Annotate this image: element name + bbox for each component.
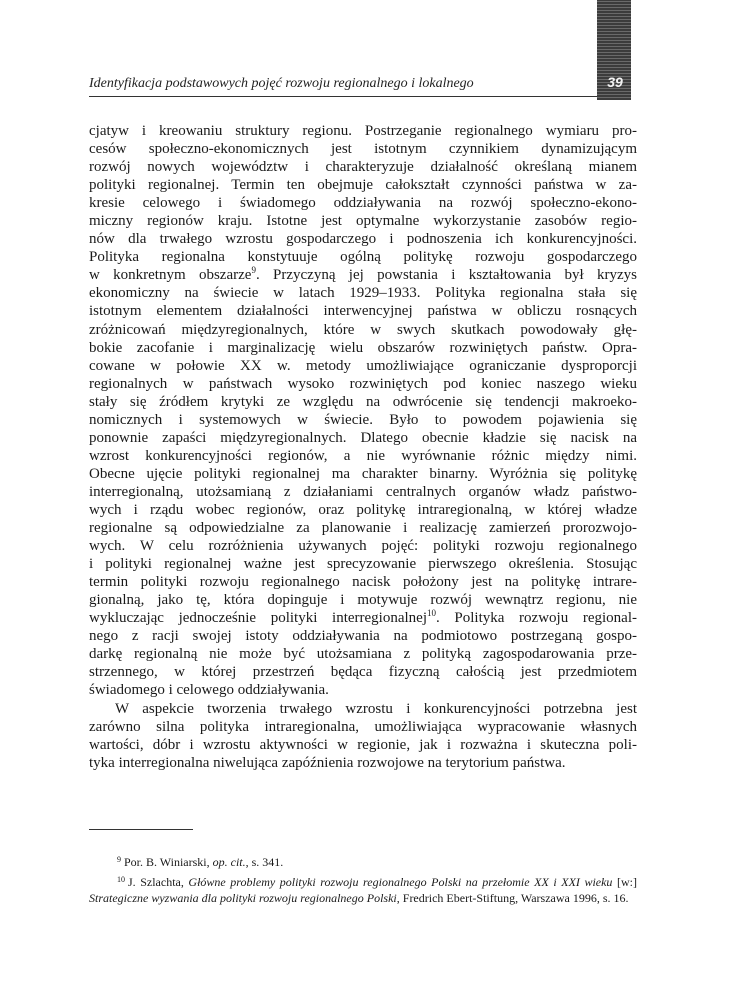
text-line: zróżnicowań międzyregionalnych, które w swych skutkach powodowały głę- bbox=[89, 321, 637, 338]
text-line: wych. W celu rozróżnienia używanych pojęć: polityki rozwoju regionalnego bbox=[89, 538, 637, 555]
footnote-book-title: Strategiczne wyzwania dla polityki rozwoju regionalnego Polski bbox=[89, 891, 397, 905]
text-line: darkę regionalną nie może być utożsamiana z polityką zagospodarowania prze- bbox=[89, 646, 637, 663]
footnote-mark: 9 bbox=[117, 855, 121, 864]
text-line: regionalne są odpowiedzialne za planowanie i realizację zamierzeń prorozwojo- bbox=[89, 520, 637, 537]
text-line: ekonomiczny na świecie w latach 1929–1933. Polityka regionalna stała się bbox=[89, 285, 637, 302]
footnote-10 bbox=[89, 872, 637, 907]
text-line bbox=[89, 266, 637, 284]
running-header: Identyfikacja podstawowych pojęć rozwoju regionalnego i lokalnego bbox=[89, 76, 474, 91]
text-line: istotnym elementem działalności interwencyjnej państwa w obliczu rosnących bbox=[89, 303, 637, 320]
text-line: Polityka regionalna konstytuuje ogólną politykę rozwoju gospodarczego bbox=[89, 249, 637, 266]
text-line: wzrost konkurencyjności regionów, a nie wyrównanie różnic między nimi. bbox=[89, 447, 637, 464]
text-line: cjatyw i kreowaniu struktury regionu. Postrzeganie regionalnego wymiaru pro- bbox=[89, 123, 637, 139]
text-line: cowane w połowie XX w. metody umożliwiające ograniczanie dysproporcji bbox=[89, 357, 637, 374]
text-line: wych i rządu wobec regionów, oraz politykę intraregionalną, w której władze bbox=[89, 501, 637, 518]
text-line: nego z racji swojej istoty oddziaływania na podmiotowo postrzeganą gospo- bbox=[89, 628, 637, 645]
text-line: rozwój nowych województw i charakteryzuje działalność określaną mianem bbox=[89, 159, 637, 176]
footnote-title: Główne problemy polityki rozwoju regionalnego Polski na przełomie XX i XXI wieku bbox=[188, 874, 613, 889]
text-line: wartości, dóbr i wzrostu aktywności w regionie, jak i rozważna i skuteczna poli- bbox=[89, 736, 637, 753]
text-line: cesów społeczno-ekonomicznych jest istotnym czynnikiem dynamizującym bbox=[89, 141, 637, 158]
text-line: W aspekcie tworzenia trwałego wzrostu i konkurencyjności potrzebna jest bbox=[115, 700, 637, 717]
main-text bbox=[89, 122, 637, 772]
text-line: Obecne ujęcie polityki regionalnej ma charakter binarny. Wyróżnia się politykę bbox=[89, 465, 637, 482]
footnote-ref-9[interactable]: 9 bbox=[251, 265, 256, 276]
footnote-9 bbox=[89, 852, 637, 871]
text-line: nów dla trwałego wzrostu gospodarczego i podnoszenia ich konkurencyjności. bbox=[89, 231, 637, 248]
text-line bbox=[89, 609, 637, 627]
footnote-text: , s. 341. bbox=[245, 855, 284, 869]
footnote-ref-10[interactable]: 10 bbox=[427, 608, 436, 619]
footnote-text: Por. B. Winiarski, bbox=[124, 855, 213, 869]
text-line: termin polityki rozwoju regionalnego nacisk położony jest na politykę intrare- bbox=[89, 574, 637, 591]
text-line: zarówno silna polityka intraregionalna, umożliwiająca wypracowanie własnych bbox=[89, 718, 637, 735]
text-line: interregionalną, utożsamianą z działaniami centralnych organów władz państwo- bbox=[89, 483, 637, 500]
text-segment: . Polityka rozwoju regional- bbox=[436, 610, 637, 627]
footnote-rule bbox=[89, 829, 193, 830]
text-line: gionalną, jako tę, która dopinguje i motywuje rozwój wewnątrz regionu, nie bbox=[89, 592, 637, 609]
footnote-author: J. Szlachta, bbox=[128, 874, 189, 889]
text-line: stały się źródłem krytyki ze względu na odwrócenie się tendencji makroeko- bbox=[89, 393, 637, 410]
text-segment: . Przyczyną jej powstania i kształtowania był kryzys bbox=[255, 267, 638, 284]
header-rule bbox=[89, 96, 597, 97]
text-line: strzennego, w której przestrzeń będąca fizyczną całością jest przedmiotem bbox=[89, 664, 637, 681]
text-line: nomicznych i systemowych w świecie. Było to powodem pojawienia się bbox=[89, 411, 637, 428]
footnote-mark: 10 bbox=[117, 874, 125, 884]
text-segment: wykluczając jednocześnie polityki interregionalnej bbox=[89, 610, 427, 627]
text-line: kresie celowego i świadomego oddziaływania na rozwój społeczno-ekono- bbox=[89, 195, 637, 212]
text-line: bokie zacofanie i marginalizację wielu obszarów rozwiniętych państw. Opra- bbox=[89, 339, 637, 356]
page-number: 39 bbox=[607, 74, 623, 90]
text-line: tyka interregionalna niwelująca zapóźnienia rozwojowe na terytorium państwa. bbox=[89, 754, 566, 771]
text-line: i polityki regionalnej ważne jest sprecyzowanie pierwszego określenia. Stosując bbox=[89, 556, 637, 573]
footnote-text: [w:] bbox=[612, 874, 637, 889]
footnotes bbox=[89, 852, 637, 908]
footnote-italic: op. cit. bbox=[212, 855, 246, 869]
text-line: świadomego i celowego oddziaływania. bbox=[89, 682, 329, 699]
text-line: ponownie zapaści międzyregionalnych. Dlatego obecnie kładzie się nacisk na bbox=[89, 429, 637, 446]
text-line: miczny regionów kraju. Istotne jest optymalne wykorzystanie zasobów regio- bbox=[89, 213, 637, 230]
text-line: regionalnych w państwach wysoko rozwiniętych pod koniec naszego wieku bbox=[89, 375, 637, 392]
text-line: polityki regionalnej. Termin ten obejmuje całokształt czynności państwa w za- bbox=[89, 177, 637, 194]
text-segment: w konkretnym obszarze bbox=[89, 267, 252, 284]
footnote-publisher: , Fredrich Ebert-Stiftung, Warszawa 1996, s. 16. bbox=[396, 891, 629, 905]
